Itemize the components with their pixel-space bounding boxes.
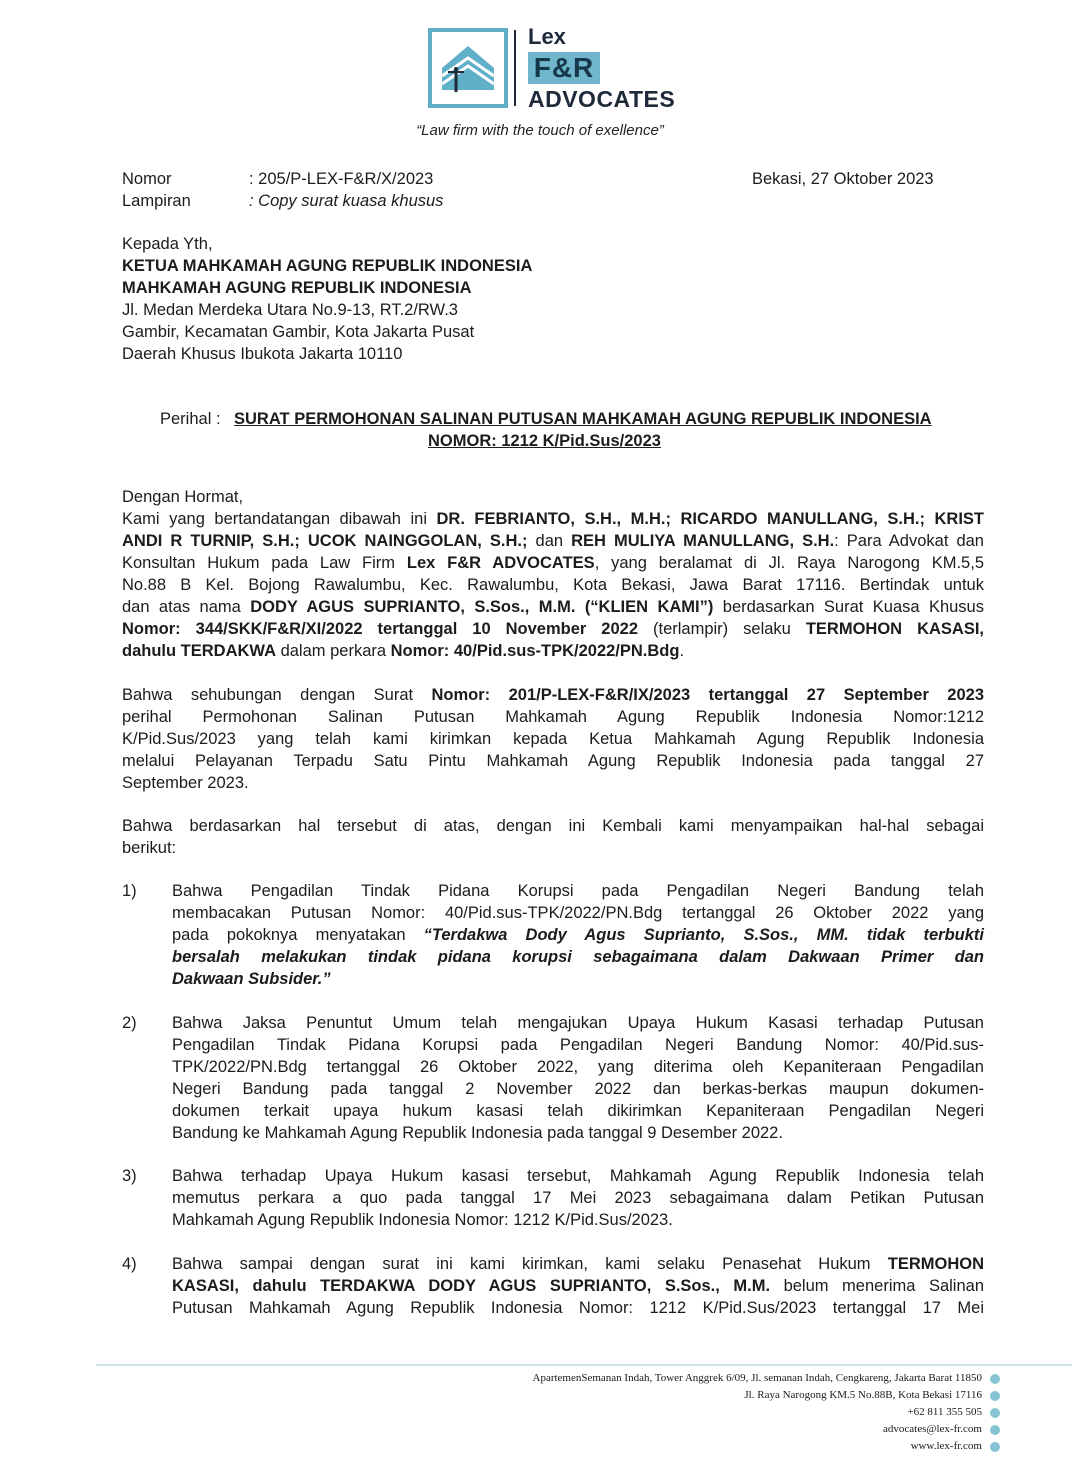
footer-address-2: Jl. Raya Narogong KM.5 No.88B, Kota Bekasi 17116	[744, 1389, 982, 1401]
place-date: Bekasi, 27 Oktober 2023	[752, 170, 934, 188]
p1-line: dan atas nama DODY AGUS SUPRIANTO, S.Sos., M.M. (“KLIEN KAMI”) berdasarkan Surat Kuasa Khusus	[122, 598, 984, 616]
footer-address-1: ApartemenSemanan Indah, Tower Anggrek 6/09, Jl. semanan Indah, Cengkareng, Jakarta Barat 11850	[532, 1372, 982, 1384]
footer-website: www.lex-fr.com	[910, 1440, 982, 1452]
subject-line-1: SURAT PERMOHONAN SALINAN PUTUSAN MAHKAMAH AGUNG REPUBLIK INDONESIA	[234, 410, 932, 428]
paragraph-2	[122, 684, 984, 794]
greeting: Dengan Hormat,	[122, 488, 244, 506]
email-icon	[990, 1425, 1000, 1435]
p1-line: No.88 B Kel. Bojong Rawalumbu, Kec. Rawalumbu, Kota Bekasi, Jawa Barat 17116. Bertindak untuk	[122, 576, 984, 594]
brand-name-fr: F&R	[528, 52, 600, 84]
item-2-text: Bahwa Jaksa Penuntut Umum telah mengajukan Upaya Hukum Kasasi terhadap Putusan Pengadilan Tindak Pidana Korupsi pada Pengadilan Negeri Bandung Nomor: 40/Pid.sus- TPK/2022/PN.Bdg tertanggal 26 Oktober 2022, yang diterima oleh Kepaniteraan Pengadilan Negeri Bandung pada tanggal 2 November 2022 dan berkas-berkas maupun dokumen- dokumen terkait upaya hukum kasasi telah dikirimkan Kepaniteraan Pengadilan Negeri Bandung ke Mahkamah Agung Republik Indonesia pada tanggal 9 Desember 2022.	[172, 1014, 984, 1142]
recipient-address-city: Daerah Khusus Ibukota Jakarta 10110	[122, 345, 403, 363]
brand-name-lex: Lex	[528, 24, 566, 49]
footer-divider	[96, 1364, 1072, 1366]
logo-divider	[514, 30, 516, 106]
recipient-address-district: Gambir, Kecamatan Gambir, Kota Jakarta Pusat	[122, 323, 475, 341]
recipient-block	[122, 233, 722, 365]
phone-icon	[990, 1391, 1000, 1401]
firm-logo-emblem	[428, 28, 508, 108]
location-pin-icon	[990, 1374, 1000, 1384]
item-number: 4)	[122, 1255, 137, 1273]
item-3-text: Bahwa terhadap Upaya Hukum kasasi tersebut, Mahkamah Agung Republik Indonesia telah memutus perkara a quo pada tanggal 17 Mei 2023 sebagaimana dalam Petikan Putusan Mahkamah Agung Republik Indonesia Nomor: 1212 K/Pid.Sus/2023.	[172, 1167, 984, 1229]
firm-tagline: “Law firm with the touch of exellence”	[416, 122, 664, 139]
p2-line: perihal Permohonan Salinan Putusan Mahkamah Agung Republik Indonesia Nomor:1212	[122, 708, 984, 726]
p1-line: ANDI R TURNIP, S.H.; UCOK NAINGGOLAN, S.H.; dan REH MULIYA MANULLANG, S.H.: Para Advokat dan	[122, 532, 984, 550]
item-number: 3)	[122, 1167, 137, 1185]
footer-icons	[988, 1374, 1002, 1459]
footer-phone: +62 811 355 505	[907, 1406, 982, 1418]
item-4-text: Bahwa sampai dengan surat ini kami kirimkan, kami selaku Penasehat Hukum TERMOHON KASASI, dahulu TERDAKWA DODY AGUS SUPRIANTO, S.Sos., M.M. belum menerima Salinan Putusan Mahkamah Agung Republik Indonesia Nomor: 1212 K/Pid.Sus/2023 tertanggal 17 Mei	[172, 1255, 984, 1317]
recipient-address-street: Jl. Medan Merdeka Utara No.9-13, RT.2/RW.3	[122, 301, 458, 319]
opening-paragraph	[122, 486, 984, 662]
paragraph-3	[122, 815, 984, 859]
p1-line: Nomor: 344/SKK/F&R/XI/2022 tertanggal 10 November 2022 (terlampir) selaku TERMOHON KASASI,	[122, 620, 984, 638]
recipient-salutation: Kepada Yth,	[122, 235, 213, 253]
p3-line: Bahwa berdasarkan hal tersebut di atas, dengan ini Kembali kami menyampaikan hal-hal sebagai	[122, 817, 984, 835]
p1-line: dahulu TERDAKWA dalam perkara Nomor: 40/Pid.sus-TPK/2022/PN.Bdg.	[122, 642, 685, 660]
p2-line: K/Pid.Sus/2023 yang telah kami kirimkan kepada Ketua Mahkamah Agung Republik Indonesia	[122, 730, 984, 748]
footer-contact	[533, 1370, 983, 1455]
nomor-label: Nomor	[122, 170, 172, 188]
brand-name-advocates: ADVOCATES	[528, 86, 676, 112]
item-1-text: Bahwa Pengadilan Tindak Pidana Korupsi pada Pengadilan Negeri Bandung telah membacakan Putusan Nomor: 40/Pid.sus-TPK/2022/PN.Bdg tertanggal 26 Oktober 2022 yang pada pokoknya menyatakan “Terdakwa Dody Agus Suprianto, S.Sos., MM. tidak terbukti bersalah melakukan tindak pidana korupsi sebagaimana dalam Dakwaan Primer dan Dakwaan Subsider.”	[172, 882, 984, 988]
lampiran-value: : Copy surat kuasa khusus	[249, 192, 444, 210]
footer-email: advocates@lex-fr.com	[882, 1423, 982, 1435]
globe-icon	[990, 1442, 1000, 1452]
recipient-institution: MAHKAMAH AGUNG REPUBLIK INDONESIA	[122, 279, 472, 297]
item-number: 2)	[122, 1014, 137, 1032]
p3-line: berikut:	[122, 839, 177, 857]
p2-line: Bahwa sehubungan dengan Surat Nomor: 201/P-LEX-F&R/IX/2023 tertanggal 27 September 2023	[122, 686, 984, 704]
subject-label: Perihal :	[160, 410, 221, 428]
item-number: 1)	[122, 882, 137, 900]
p1-line: Kami yang bertandatangan dibawah ini DR. FEBRIANTO, S.H., M.H.; RICARDO MANULLANG, S.H.; KRIST	[122, 510, 984, 528]
p2-line: melalui Pelayanan Terpadu Satu Pintu Mahkamah Agung Republik Indonesia pada tanggal 27	[122, 752, 984, 770]
whatsapp-icon	[990, 1408, 1000, 1418]
nomor-value: : 205/P-LEX-F&R/X/2023	[249, 170, 434, 188]
p1-line: Konsultan Hukum pada Law Firm Lex F&R ADVOCATES, yang beralamat di Jl. Raya Narogong KM.5,5	[122, 554, 984, 572]
p2-line: September 2023.	[122, 774, 249, 792]
subject-line-2: NOMOR: 1212 K/Pid.Sus/2023	[428, 432, 661, 450]
lampiran-label: Lampiran	[122, 192, 191, 210]
recipient-title: KETUA MAHKAMAH AGUNG REPUBLIK INDONESIA	[122, 257, 533, 275]
